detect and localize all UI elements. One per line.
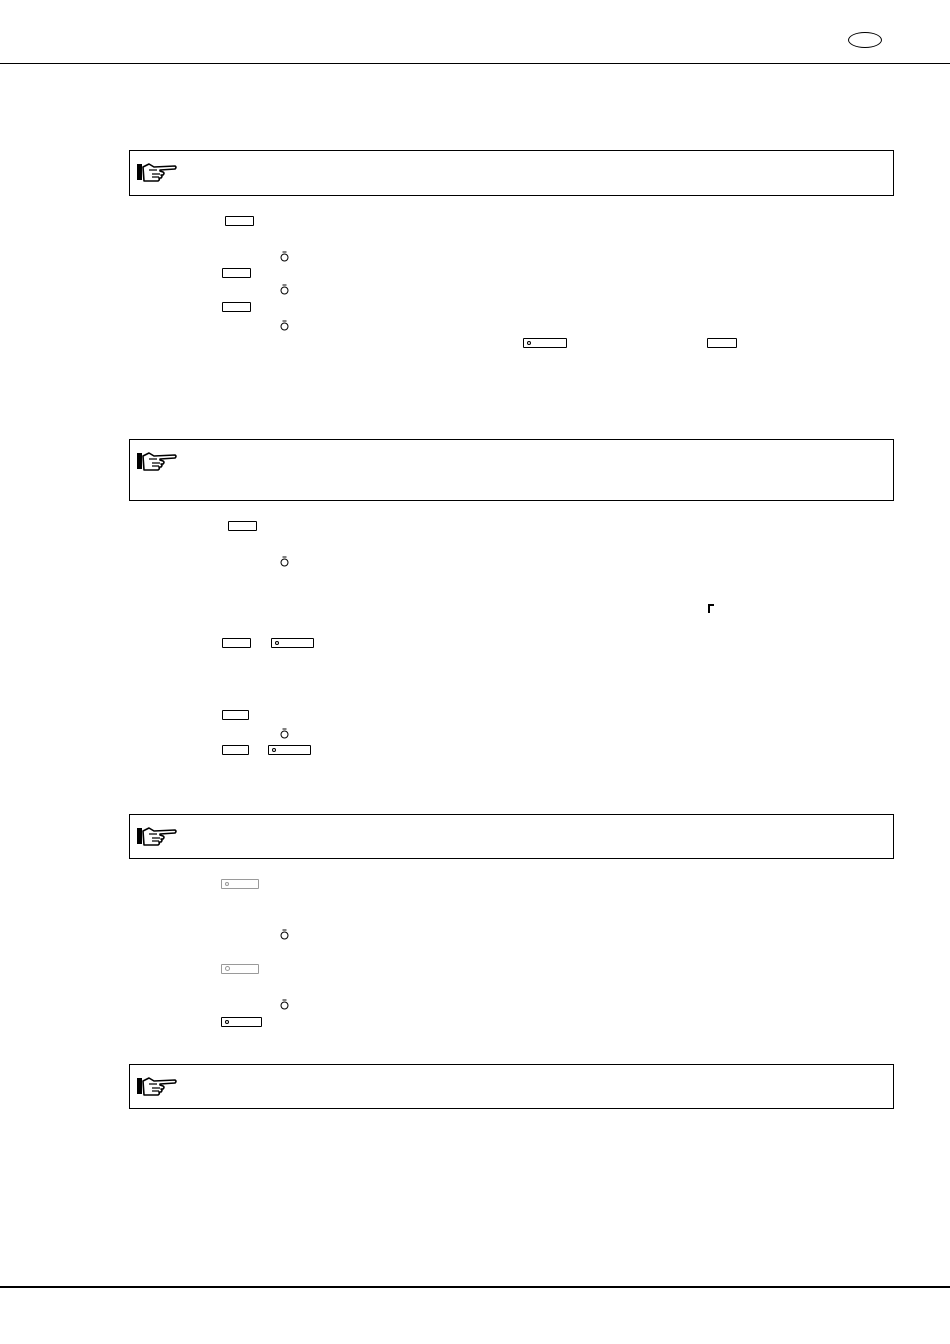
led-icon (225, 1020, 229, 1024)
pointing-hand-icon (136, 161, 178, 183)
button-key (222, 710, 249, 720)
note-box-3 (129, 814, 894, 859)
pointing-hand-icon (136, 1075, 178, 1097)
led-button-key (268, 745, 311, 755)
button-key (222, 268, 251, 278)
led-button-key-inactive (221, 964, 259, 974)
rotary-knob-icon (280, 929, 289, 940)
button-key (222, 745, 249, 755)
led-button-key (221, 1017, 262, 1027)
button-key (707, 338, 737, 348)
rotary-knob-icon (280, 284, 289, 295)
pointing-hand-icon (136, 825, 178, 847)
button-key (228, 521, 257, 531)
led-icon (225, 966, 230, 971)
button-key (222, 638, 251, 648)
led-icon (527, 341, 531, 345)
footer-rule (0, 1286, 950, 1288)
note-box-4 (129, 1064, 894, 1109)
led-button-key-inactive (221, 879, 259, 889)
rotary-knob-icon (280, 320, 289, 331)
corner-marker-icon (708, 604, 714, 613)
button-key (222, 302, 251, 312)
note-box-2 (129, 439, 894, 501)
led-icon (272, 748, 276, 752)
led-button-key (271, 638, 314, 648)
rotary-knob-icon (280, 999, 289, 1010)
language-badge (848, 32, 882, 48)
note-box-1 (129, 150, 894, 196)
led-icon (225, 882, 229, 886)
rotary-knob-icon (280, 556, 289, 567)
led-button-key (523, 338, 567, 348)
button-key (225, 216, 254, 226)
led-icon (275, 641, 279, 645)
rotary-knob-icon (280, 251, 289, 262)
header-rule (0, 63, 950, 64)
pointing-hand-icon (136, 450, 178, 472)
rotary-knob-icon (280, 728, 289, 739)
